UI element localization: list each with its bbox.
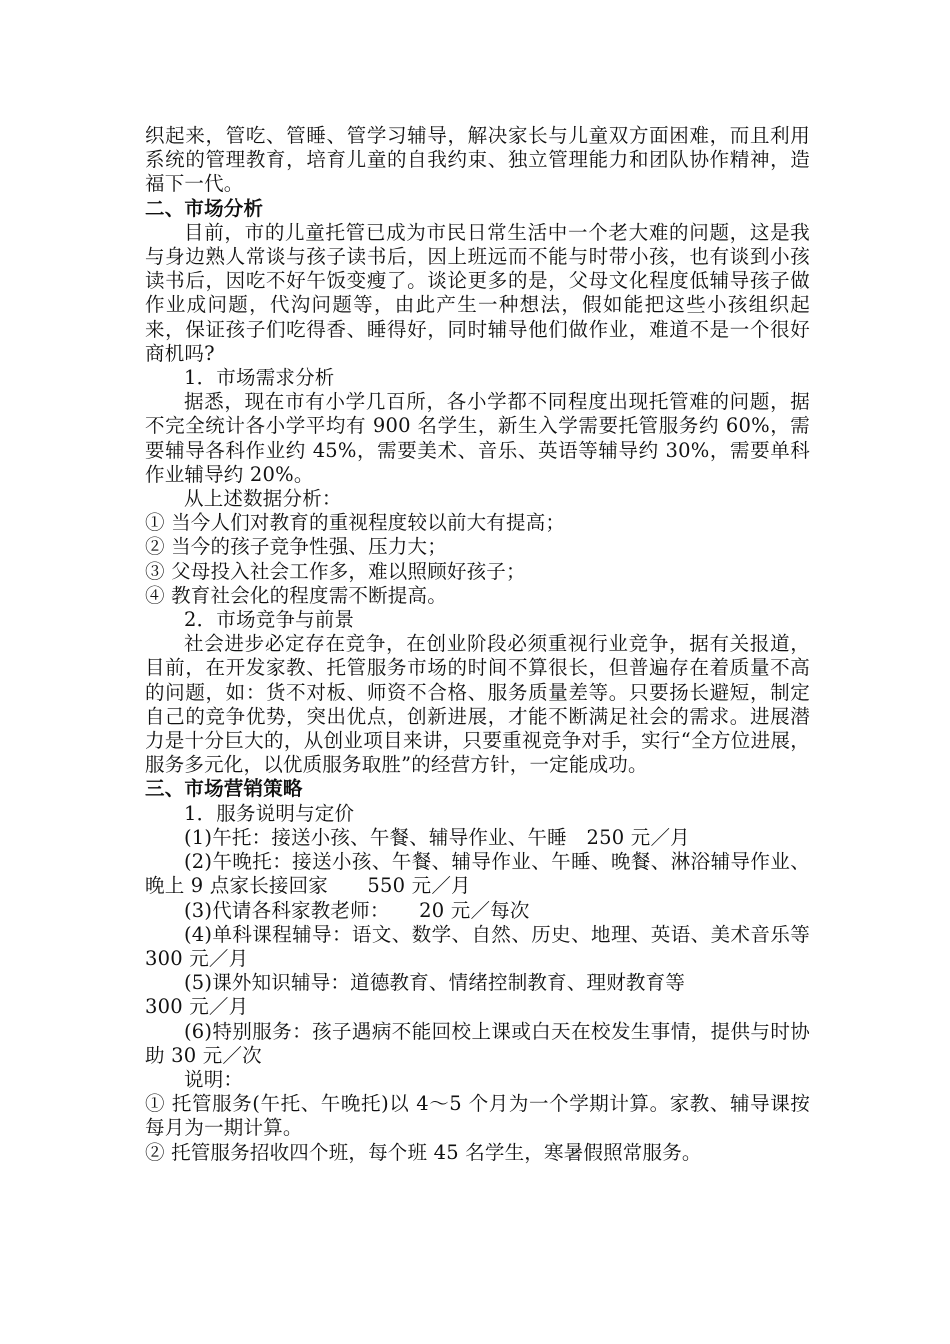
list-item: ① 当今人们对教育的重视程度较以前大有提高； bbox=[145, 511, 566, 535]
intro-paragraph: 织起来，管吃、管睡、管学习辅导，解决家长与儿童双方面困难，而且利用系统的管理教育，培育儿童的自我约束、独立管理能力和团队协作精神，造福下一代。 bbox=[145, 124, 810, 196]
service-item: (6)特别服务：孩子遇病不能回校上课或白天在校发生事情，提供与时协助 30 元／次 bbox=[145, 1019, 810, 1067]
subheading-demand-analysis: 1．市场需求分析 bbox=[184, 366, 335, 390]
list-item: ③ 父母投入社会工作多，难以照顾好孩子； bbox=[145, 559, 526, 583]
note-item: ① 托管服务(午托、午晚托)以 4～5 个月为一个学期计算。家教、辅导课按每月为一期计算。 bbox=[145, 1092, 810, 1140]
document-body bbox=[145, 124, 830, 1165]
section-heading-marketing-strategy: 三、市场营销策略 bbox=[145, 777, 303, 801]
section-heading-market-analysis: 二、市场分析 bbox=[145, 196, 264, 220]
subheading-service-pricing: 1．服务说明与定价 bbox=[184, 801, 355, 825]
data-analysis-intro: 从上述数据分析： bbox=[184, 487, 342, 511]
note-item: ② 托管服务招收四个班，每个班 45 名学生，寒暑假照常服务。 bbox=[145, 1140, 702, 1164]
notes-label: 说明： bbox=[184, 1067, 244, 1091]
market-analysis-paragraph: 目前，市的儿童托管已成为市民日常生活中一个老大难的问题，这是我与身边熟人常谈与孩子读书后，因上班远而不能与时带小孩，也有谈到小孩读书后，因吃不好午饭变瘦了。谈论更多的是，父母文化程度低辅导孩子做作业成问题，代沟问题等，由此产生一种想法，假如能把这些小孩组织起来，保证孩子们吃得香、睡得好，同时辅导他们做作业，难道不是一个很好商机吗? bbox=[145, 220, 810, 365]
list-item: ④ 教育社会化的程度需不断提高。 bbox=[145, 583, 447, 607]
subheading-competition: 2．市场竞争与前景 bbox=[184, 608, 355, 632]
service-item: (5)课外知识辅导：道德教育、情绪控制教育、理财教育等 300 元／月 bbox=[145, 971, 686, 1019]
competition-paragraph: 社会进步必定存在竞争，在创业阶段必须重视行业竞争，据有关报道，目前，在开发家教、托管服务市场的时间不算很长，但普遍存在着质量不高的问题，如：货不对板、师资不合格、服务质量差等。只要扬长避短，制定自己的竞争优势，突出优点，创新进展，才能不断满足社会的需求。进展潜力是十分巨大的，从创业项目来讲，只要重视竞争对手，实行“全方位进展，服务多元化，以优质服务取胜”的经营方针，一定能成功。 bbox=[145, 632, 810, 777]
demand-analysis-paragraph: 据悉，现在市有小学几百所，各小学都不同程度出现托管难的问题，据不完全统计各小学平均有 900 名学生，新生入学需要托管服务约 60%，需要辅导各科作业约 45%，需要美术、音乐、英语等辅导约 30%，需要单科作业辅导约 20%。 bbox=[145, 390, 810, 486]
service-item: (4)单科课程辅导：语文、数学、自然、历史、地理、英语、美术音乐等 300 元／月 bbox=[145, 922, 830, 970]
service-item: (2)午晚托：接送小孩、午餐、辅导作业、午睡、晚餐、淋浴辅导作业、晚上 9 点家长接回家 550 元／月 bbox=[145, 850, 810, 898]
list-item: ② 当今的孩子竞争性强、压力大； bbox=[145, 535, 447, 559]
service-item: (1)午托：接送小孩、午餐、辅导作业、午睡 250 元／月 bbox=[184, 825, 690, 849]
service-item: (3)代请各科家教老师： 20 元／每次 bbox=[184, 898, 530, 922]
